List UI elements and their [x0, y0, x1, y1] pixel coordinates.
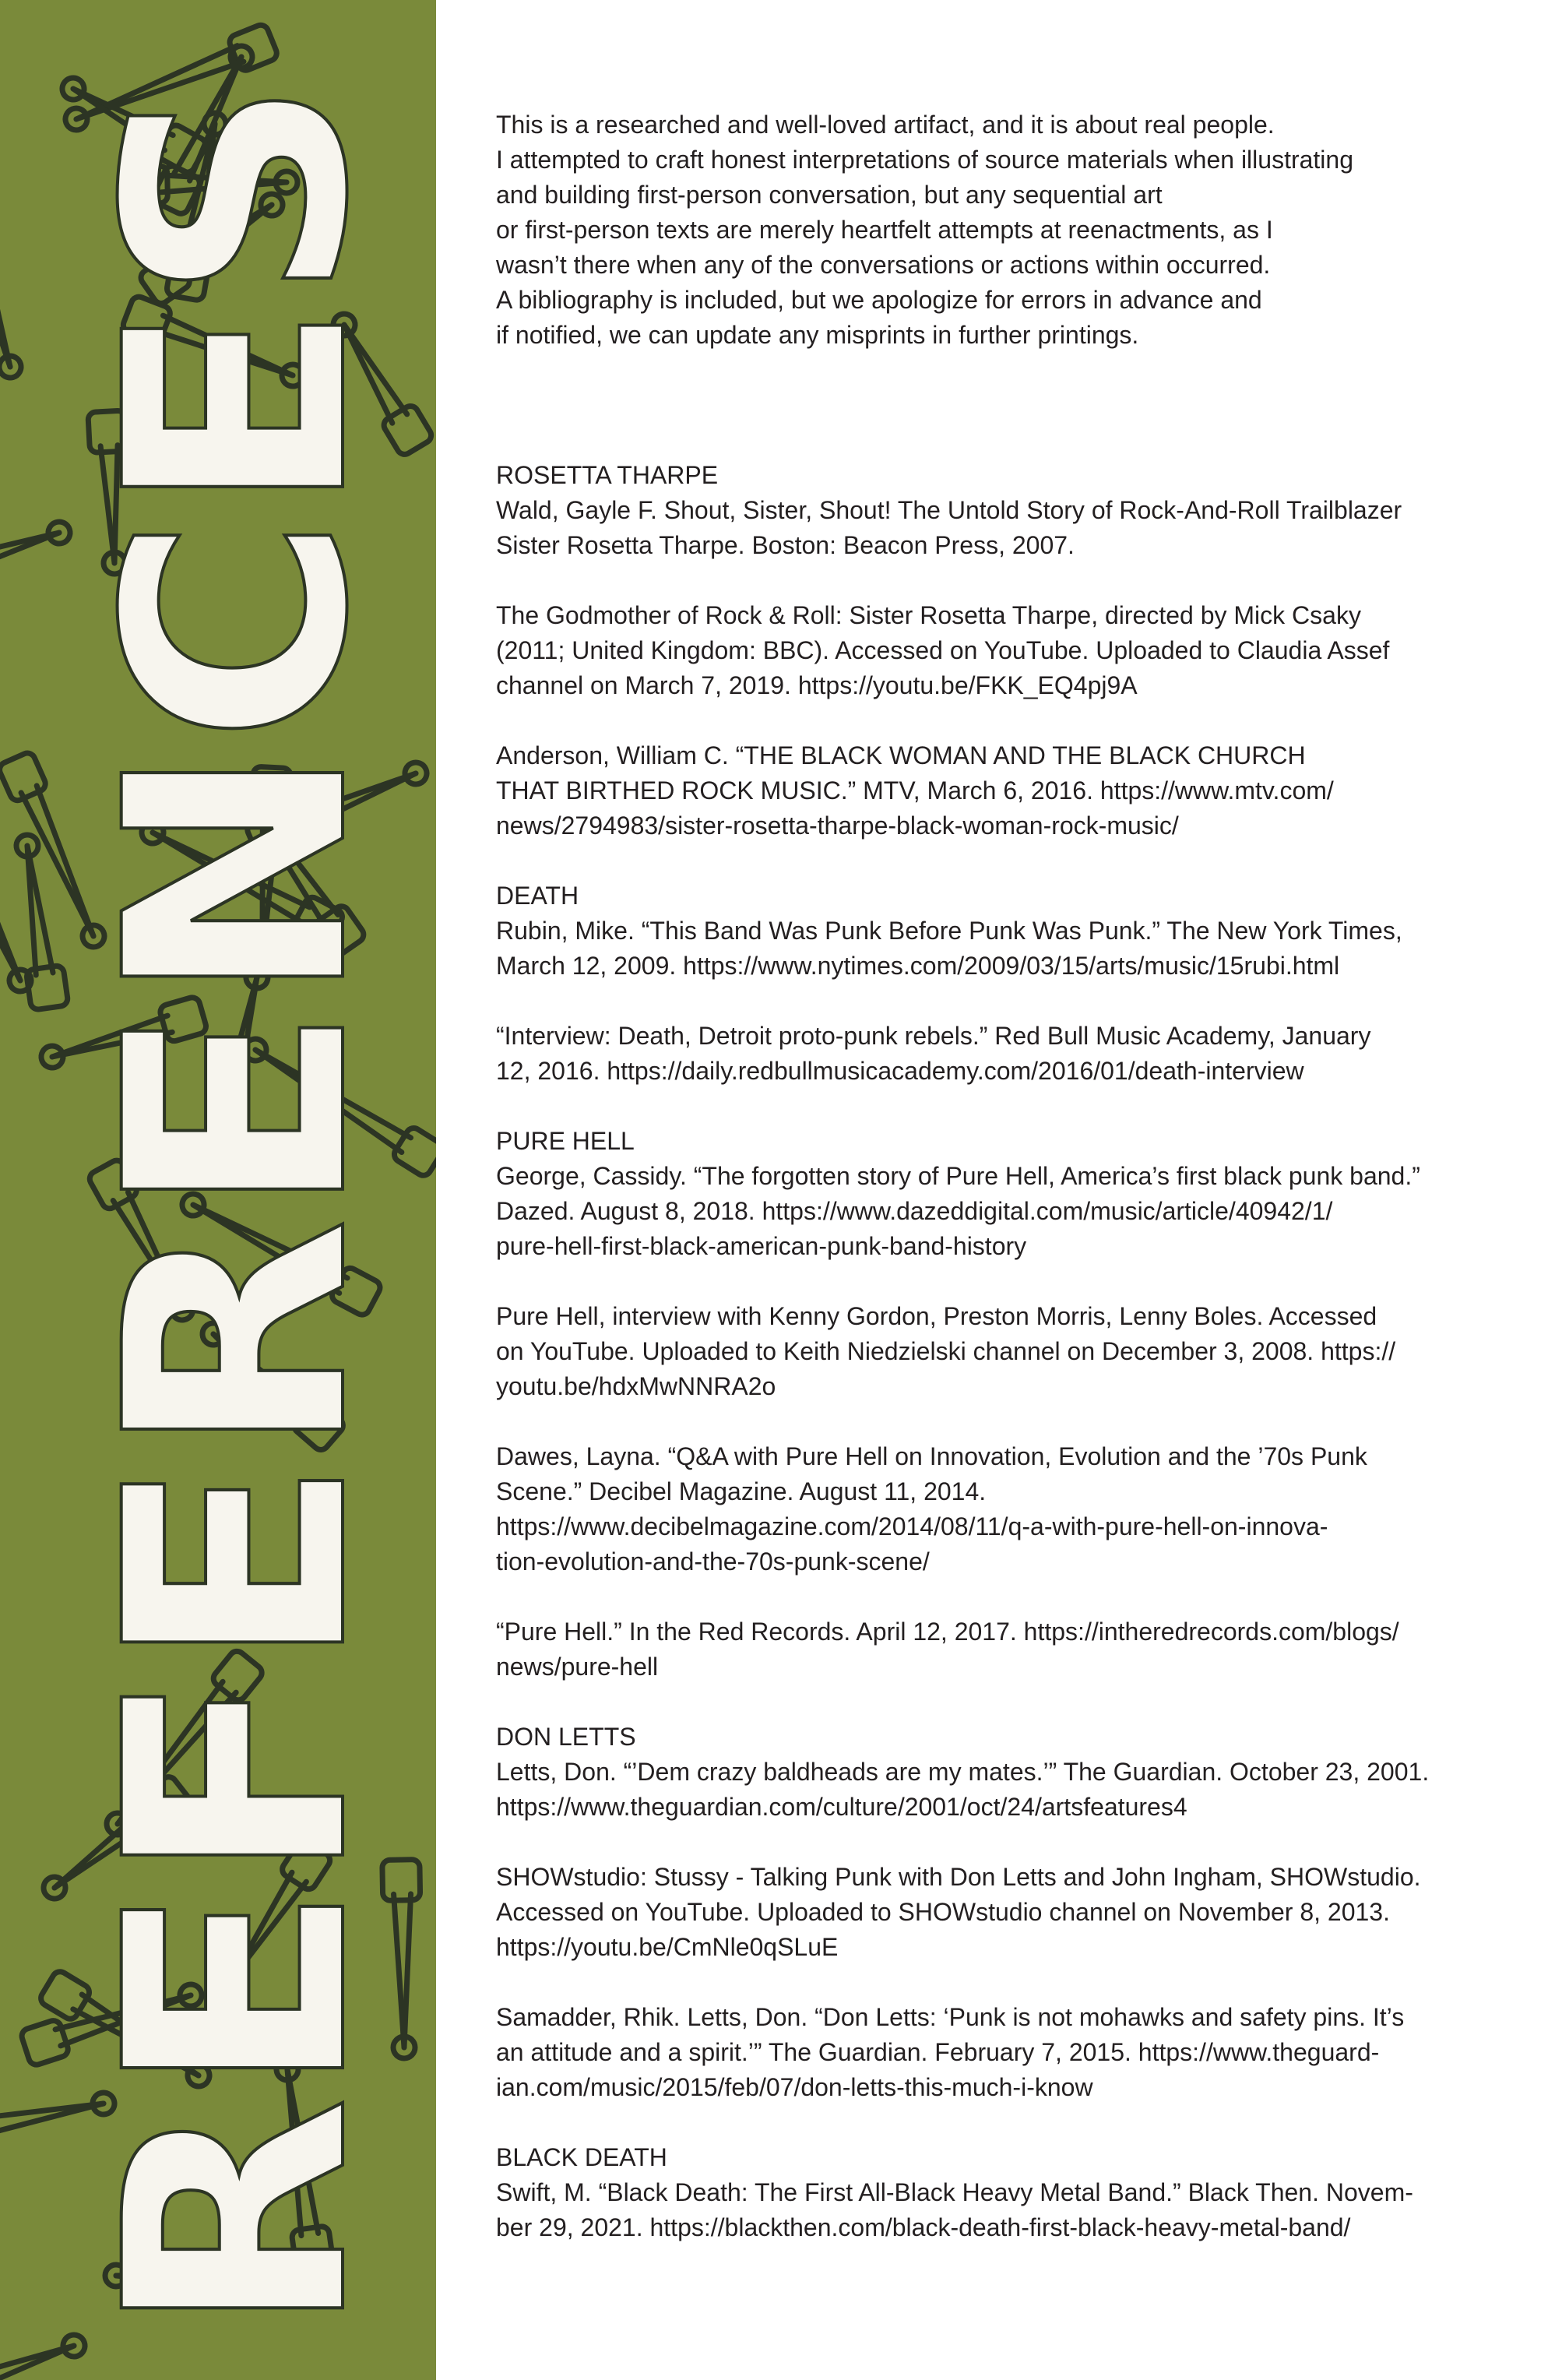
citation-line: tion-evolution-and-the-70s-punk-scene/ [496, 1547, 930, 1576]
citation-line: ian.com/music/2015/feb/07/don-letts-this-much-i-know [496, 2073, 1093, 2101]
citation-line: an attitude and a spirit.’” The Guardian. February 7, 2015. https://www.theguard- [496, 2038, 1380, 2066]
citation-entry [496, 914, 1501, 984]
citation-line: Wald, Gayle F. Shout, Sister, Shout! The Untold Story of Rock-And-Roll Trailblazer [496, 496, 1402, 524]
reference-section [496, 878, 1501, 1089]
citation-line: on YouTube. Uploaded to Keith Niedzielski channel on December 3, 2008. https:// [496, 1337, 1396, 1365]
citation-entry [496, 738, 1501, 843]
section-heading: ROSETTA THARPE [496, 461, 719, 489]
citation-line: channel on March 7, 2019. https://youtu.be/FKK_EQ4pj9A [496, 671, 1138, 699]
citation-line: “Interview: Death, Detroit proto-punk rebels.” Red Bull Music Academy, January [496, 1022, 1371, 1050]
citation-line: THAT BIRTHED ROCK MUSIC.” MTV, March 6, 2016. https://www.mtv.com/ [496, 776, 1334, 804]
citation-line: Accessed on YouTube. Uploaded to SHOWstudio channel on November 8, 2013. [496, 1898, 1390, 1926]
citation-line: George, Cassidy. “The forgotten story of Pure Hell, America’s first black punk band.” [496, 1162, 1420, 1190]
intro-line: or first-person texts are merely heartfelt attempts at reenactments, as I [496, 216, 1273, 244]
citation-line: news/2794983/sister-rosetta-tharpe-black-woman-rock-music/ [496, 812, 1179, 840]
vertical-title-text: REFERENCES [61, 135, 414, 2336]
bibliography [496, 458, 1501, 2245]
intro-paragraph [496, 107, 1501, 353]
citation-line: March 12, 2009. https://www.nytimes.com/2009/03/15/arts/music/15rubi.html [496, 952, 1340, 980]
reference-section [496, 2140, 1501, 2245]
citation-entry [496, 1439, 1501, 1579]
sidebar-panel [0, 0, 436, 2380]
citation-line: (2011; United Kingdom: BBC). Accessed on YouTube. Uploaded to Claudia Assef [496, 636, 1390, 664]
citation-entry [496, 2175, 1501, 2245]
intro-line: This is a researched and well-loved artifact, and it is about real people. [496, 111, 1275, 139]
section-heading: PURE HELL [496, 1127, 635, 1155]
citation-line: ber 29, 2021. https://blackthen.com/black-death-first-black-heavy-metal-band/ [496, 2213, 1351, 2241]
citation-line: https://youtu.be/CmNle0qSLuE [496, 1933, 839, 1961]
citation-line: pure-hell-first-black-american-punk-band-history [496, 1232, 1027, 1260]
intro-line: if notified, we can update any misprints in further printings. [496, 321, 1139, 349]
section-heading: DEATH [496, 882, 579, 910]
citation-line: https://www.theguardian.com/culture/2001/oct/24/artsfeatures4 [496, 1793, 1187, 1821]
reference-section [496, 1124, 1501, 1685]
citation-entry [496, 1614, 1501, 1685]
references-content [496, 107, 1501, 2245]
citation-line: SHOWstudio: Stussy - Talking Punk with Don Letts and John Ingham, SHOWstudio. [496, 1863, 1421, 1891]
citation-line: “Pure Hell.” In the Red Records. April 12, 2017. https://intheredrecords.com/blogs/ [496, 1618, 1399, 1646]
citation-line: Swift, M. “Black Death: The First All-Black Heavy Metal Band.” Black Then. Novem- [496, 2178, 1413, 2206]
citation-line: Sister Rosetta Tharpe. Boston: Beacon Press, 2007. [496, 531, 1075, 559]
intro-line: A bibliography is included, but we apologize for errors in advance and [496, 286, 1262, 314]
citation-entry [496, 1860, 1501, 1965]
reference-section [496, 458, 1501, 843]
citation-line: Letts, Don. “’Dem crazy baldheads are my mates.’” The Guardian. October 23, 2001. [496, 1758, 1430, 1786]
citation-line: The Godmother of Rock & Roll: Sister Rosetta Tharpe, directed by Mick Csaky [496, 601, 1361, 629]
section-heading: BLACK DEATH [496, 2143, 667, 2171]
citation-entry [496, 1755, 1501, 1825]
intro-line: I attempted to craft honest interpretations of source materials when illustrating [496, 146, 1353, 174]
citation-entry [496, 1299, 1501, 1404]
citation-entry [496, 598, 1501, 703]
vertical-title [0, 0, 436, 2380]
citation-line: Pure Hell, interview with Kenny Gordon, Preston Morris, Lenny Boles. Accessed [496, 1302, 1377, 1330]
intro-line: and building first-person conversation, but any sequential art [496, 181, 1163, 209]
citation-entry [496, 1019, 1501, 1089]
citation-entry [496, 2000, 1501, 2105]
citation-line: Dazed. August 8, 2018. https://www.dazeddigital.com/music/article/40942/1/ [496, 1197, 1333, 1225]
citation-line: 12, 2016. https://daily.redbullmusicacademy.com/2016/01/death-interview [496, 1057, 1304, 1085]
citation-line: https://www.decibelmagazine.com/2014/08/11/q-a-with-pure-hell-on-innova- [496, 1512, 1328, 1540]
citation-line: news/pure-hell [496, 1653, 659, 1681]
citation-entry [496, 493, 1501, 563]
citation-line: Rubin, Mike. “This Band Was Punk Before Punk Was Punk.” The New York Times, [496, 917, 1402, 945]
citation-line: Dawes, Layna. “Q&A with Pure Hell on Innovation, Evolution and the ’70s Punk [496, 1442, 1367, 1470]
reference-section [496, 1720, 1501, 2105]
citation-entry [496, 1159, 1501, 1264]
citation-line: youtu.be/hdxMwNNRA2o [496, 1372, 776, 1400]
section-heading: DON LETTS [496, 1723, 636, 1751]
citation-line: Anderson, William C. “THE BLACK WOMAN AND THE BLACK CHURCH [496, 741, 1306, 769]
intro-line: wasn’t there when any of the conversations or actions within occurred. [496, 251, 1271, 279]
citation-line: Scene.” Decibel Magazine. August 11, 2014. [496, 1477, 987, 1505]
citation-line: Samadder, Rhik. Letts, Don. “Don Letts: ‘Punk is not mohawks and safety pins. It’s [496, 2003, 1405, 2031]
